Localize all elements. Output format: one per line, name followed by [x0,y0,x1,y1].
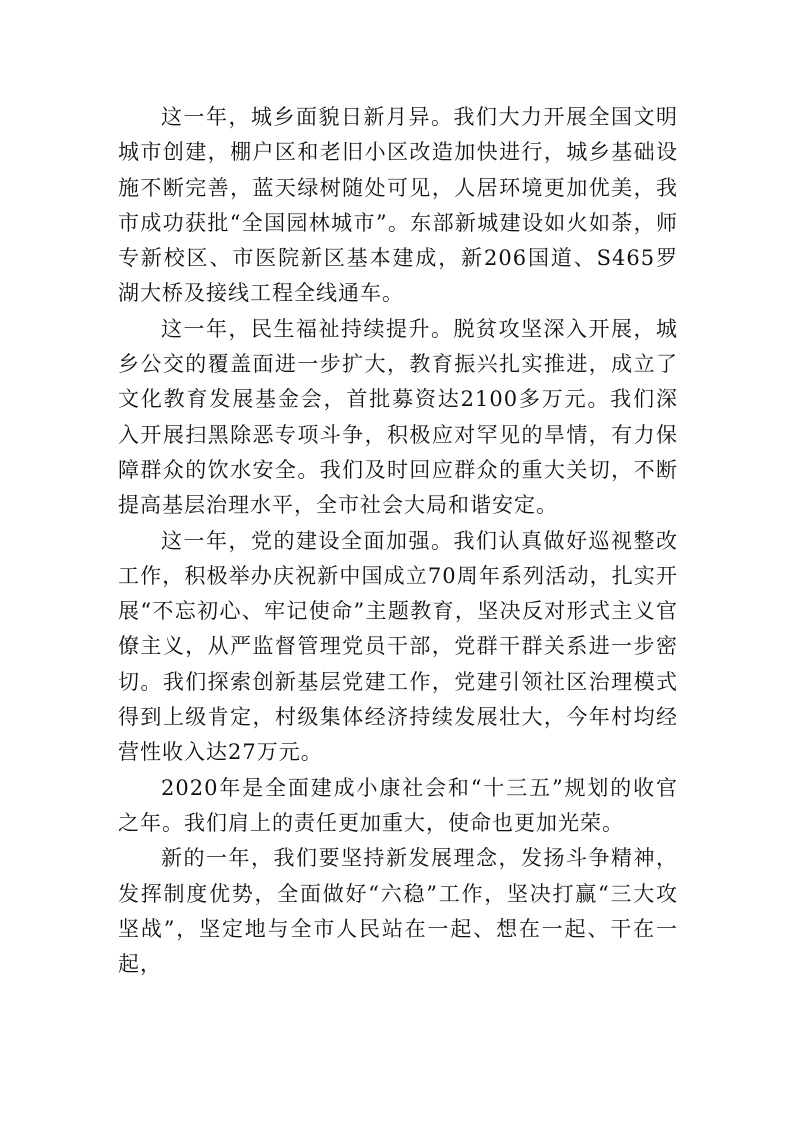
document-body [118,100,678,982]
paragraph-new-year: 新的一年，我们要坚持新发展理念，发扬斗争精神，发挥制度优势，全面做好“六稳”工作，坚决打赢“三大攻坚战”，坚定地与全市人民站在一起、想在一起、干在一起， [118,846,678,977]
paragraph-urban-rural: 这一年，城乡面貌日新月异。我们大力开展全国文明城市创建，棚户区和老旧小区改造加快进行，城乡基础设施不断完善，蓝天绿树随处可见，人居环境更加优美，我市成功获批“全国园林城市”。东部新城建设如火如荼，师专新校区、市医院新区基本建成，新206国道、S465罗湖大桥及接线工程全线通车。 [118,105,678,306]
paragraph-livelihood: 这一年，民生福祉持续提升。脱贫攻坚深入开展，城乡公交的覆盖面进一步扩大，教育振兴扎实推进，成立了文化教育发展基金会，首批募资达2100多万元。我们深入开展扫黑除恶专项斗争，积极应对罕见的旱情，有力保障群众的饮水安全。我们及时回应群众的重大关切，不断提高基层治理水平，全市社会大局和谐安定。 [118,316,678,518]
paragraph-party-building: 这一年，党的建设全面加强。我们认真做好巡视整改工作，积极举办庆祝新中国成立70周年系列活动，扎实开展“不忘初心、牢记使命”主题教育，坚决反对形式主义官僚主义，从严监督管理党员干部，党群干群关系进一步密切。我们探索创新基层党建工作，党建引领社区治理模式得到上级肯定，村级集体经济持续发展壮大，今年村均经营性收入达27万元。 [118,528,678,765]
paragraph-year-2020: 2020年是全面建成小康社会和“十三五”规划的收官之年。我们肩上的责任更加重大，使命也更加光荣。 [118,775,678,835]
